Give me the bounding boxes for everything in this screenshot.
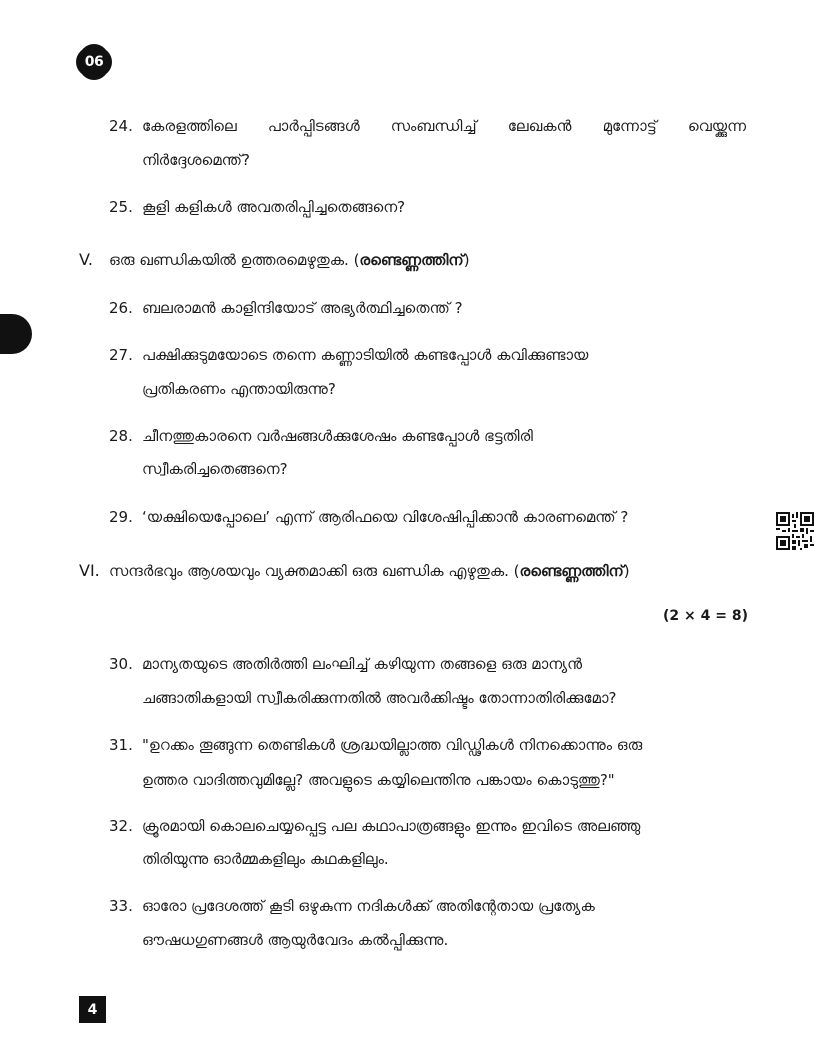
page-number: 4: [79, 996, 106, 1023]
question-text: കൂളി കളികൾ അവതരിപ്പിച്ചതെങ്ങനെ?: [142, 198, 406, 216]
question-text: "ഉറക്കം തൂങ്ങുന്ന തെണ്ടികൾ ശ്രദ്ധയില്ലാത്ത വിഡ്ഢികൾ നിനക്കൊന്നും ഒരു: [142, 736, 643, 754]
section-number: VI.: [79, 561, 100, 580]
question-number: 30.: [109, 655, 133, 673]
question-number: 27.: [109, 346, 133, 364]
question-number: 24.: [109, 117, 133, 135]
question-text: തിരിയുന്നു ഓർമ്മകളിലും കഥകളിലും.: [142, 850, 389, 868]
section-instruction: ഒരു ഖണ്ഡികയിൽ ഉത്തരമെഴുതുക. (രണ്ടെണ്ണത്തിന്): [109, 251, 470, 269]
question-text: ‘യക്ഷിയെപ്പോലെ’ എന്ന് ആരിഫയെ വിശേഷിപ്പിക്കാൻ കാരണമെന്ത് ?: [142, 508, 629, 526]
question-text: ഉത്തര വാദിത്തവുമില്ലേ? അവളുടെ കയ്യിലെന്തിനു പങ്കായം കൊടുത്തു?": [142, 771, 615, 789]
question-text: കേരളത്തിലെ പാർപ്പിടങ്ങൾ സംബന്ധിച്ച് ലേഖകൻ മുന്നോട്ട് വെയ്ക്കുന്ന: [142, 117, 746, 135]
question-text: മാന്യതയുടെ അതിർത്തി ലംഘിച്ച് കഴിയുന്ന തങ്ങളെ ഒരു മാന്യൻ: [142, 655, 583, 673]
question-text: സ്വീകരിച്ചതെങ്ങനെ?: [142, 460, 288, 478]
question-text: ബലരാമൻ കാളിന്ദിയോട് അഭ്യർത്ഥിച്ചതെന്ത് ?: [142, 299, 463, 317]
section-marks: (2 × 4 = 8): [663, 608, 748, 624]
question-text: പ്രതികരണം എന്തായിരുന്നു?: [142, 380, 336, 398]
question-number: 33.: [109, 897, 133, 915]
question-text: ക്രൂരമായി കൊലചെയ്യപ്പെട്ട പല കഥാപാത്രങ്ങളും ഇന്നും ഇവിടെ അലഞ്ഞു: [142, 817, 641, 835]
section-number: V.: [79, 250, 93, 269]
question-text: ഔഷധഗുണങ്ങൾ ആയുർവേദം കൽപ്പിക്കുന്നു.: [142, 931, 449, 949]
question-text: ചങ്ങാതികളായി സ്വീകരിക്കുന്നതിൽ അവർക്കിഷ്ടം തോന്നാതിരിക്കുമോ?: [142, 689, 617, 707]
qr-code-icon: [776, 512, 814, 550]
question-text: ഓരോ പ്രദേശത്ത് കൂടി ഒഴുകുന്ന നദികൾക്ക് അതിന്റേതായ പ്രത്യേക: [142, 897, 595, 915]
question-number: 31.: [109, 736, 133, 754]
question-number: 32.: [109, 817, 133, 835]
side-tab-marker: [0, 314, 32, 354]
page-badge: 06: [78, 46, 110, 78]
question-number: 25.: [109, 198, 133, 216]
question-text: നിർദ്ദേശമെന്ത്?: [142, 151, 250, 169]
question-number: 29.: [109, 508, 133, 526]
question-number: 26.: [109, 299, 133, 317]
question-text: പക്ഷിക്കുടുമയോടെ തന്നെ കണ്ണാടിയിൽ കണ്ടപ്പോൾ കവിക്കുണ്ടായ: [142, 346, 589, 364]
section-instruction: സന്ദർഭവും ആശയവും വ്യക്തമാക്കി ഒരു ഖണ്ഡിക എഴുതുക. (രണ്ടെണ്ണത്തിന്): [109, 562, 630, 580]
question-number: 28.: [109, 427, 133, 445]
question-text: ചീനത്തുകാരനെ വർഷങ്ങൾക്കുശേഷം കണ്ടപ്പോൾ ഭട്ടതിരി: [142, 427, 533, 445]
